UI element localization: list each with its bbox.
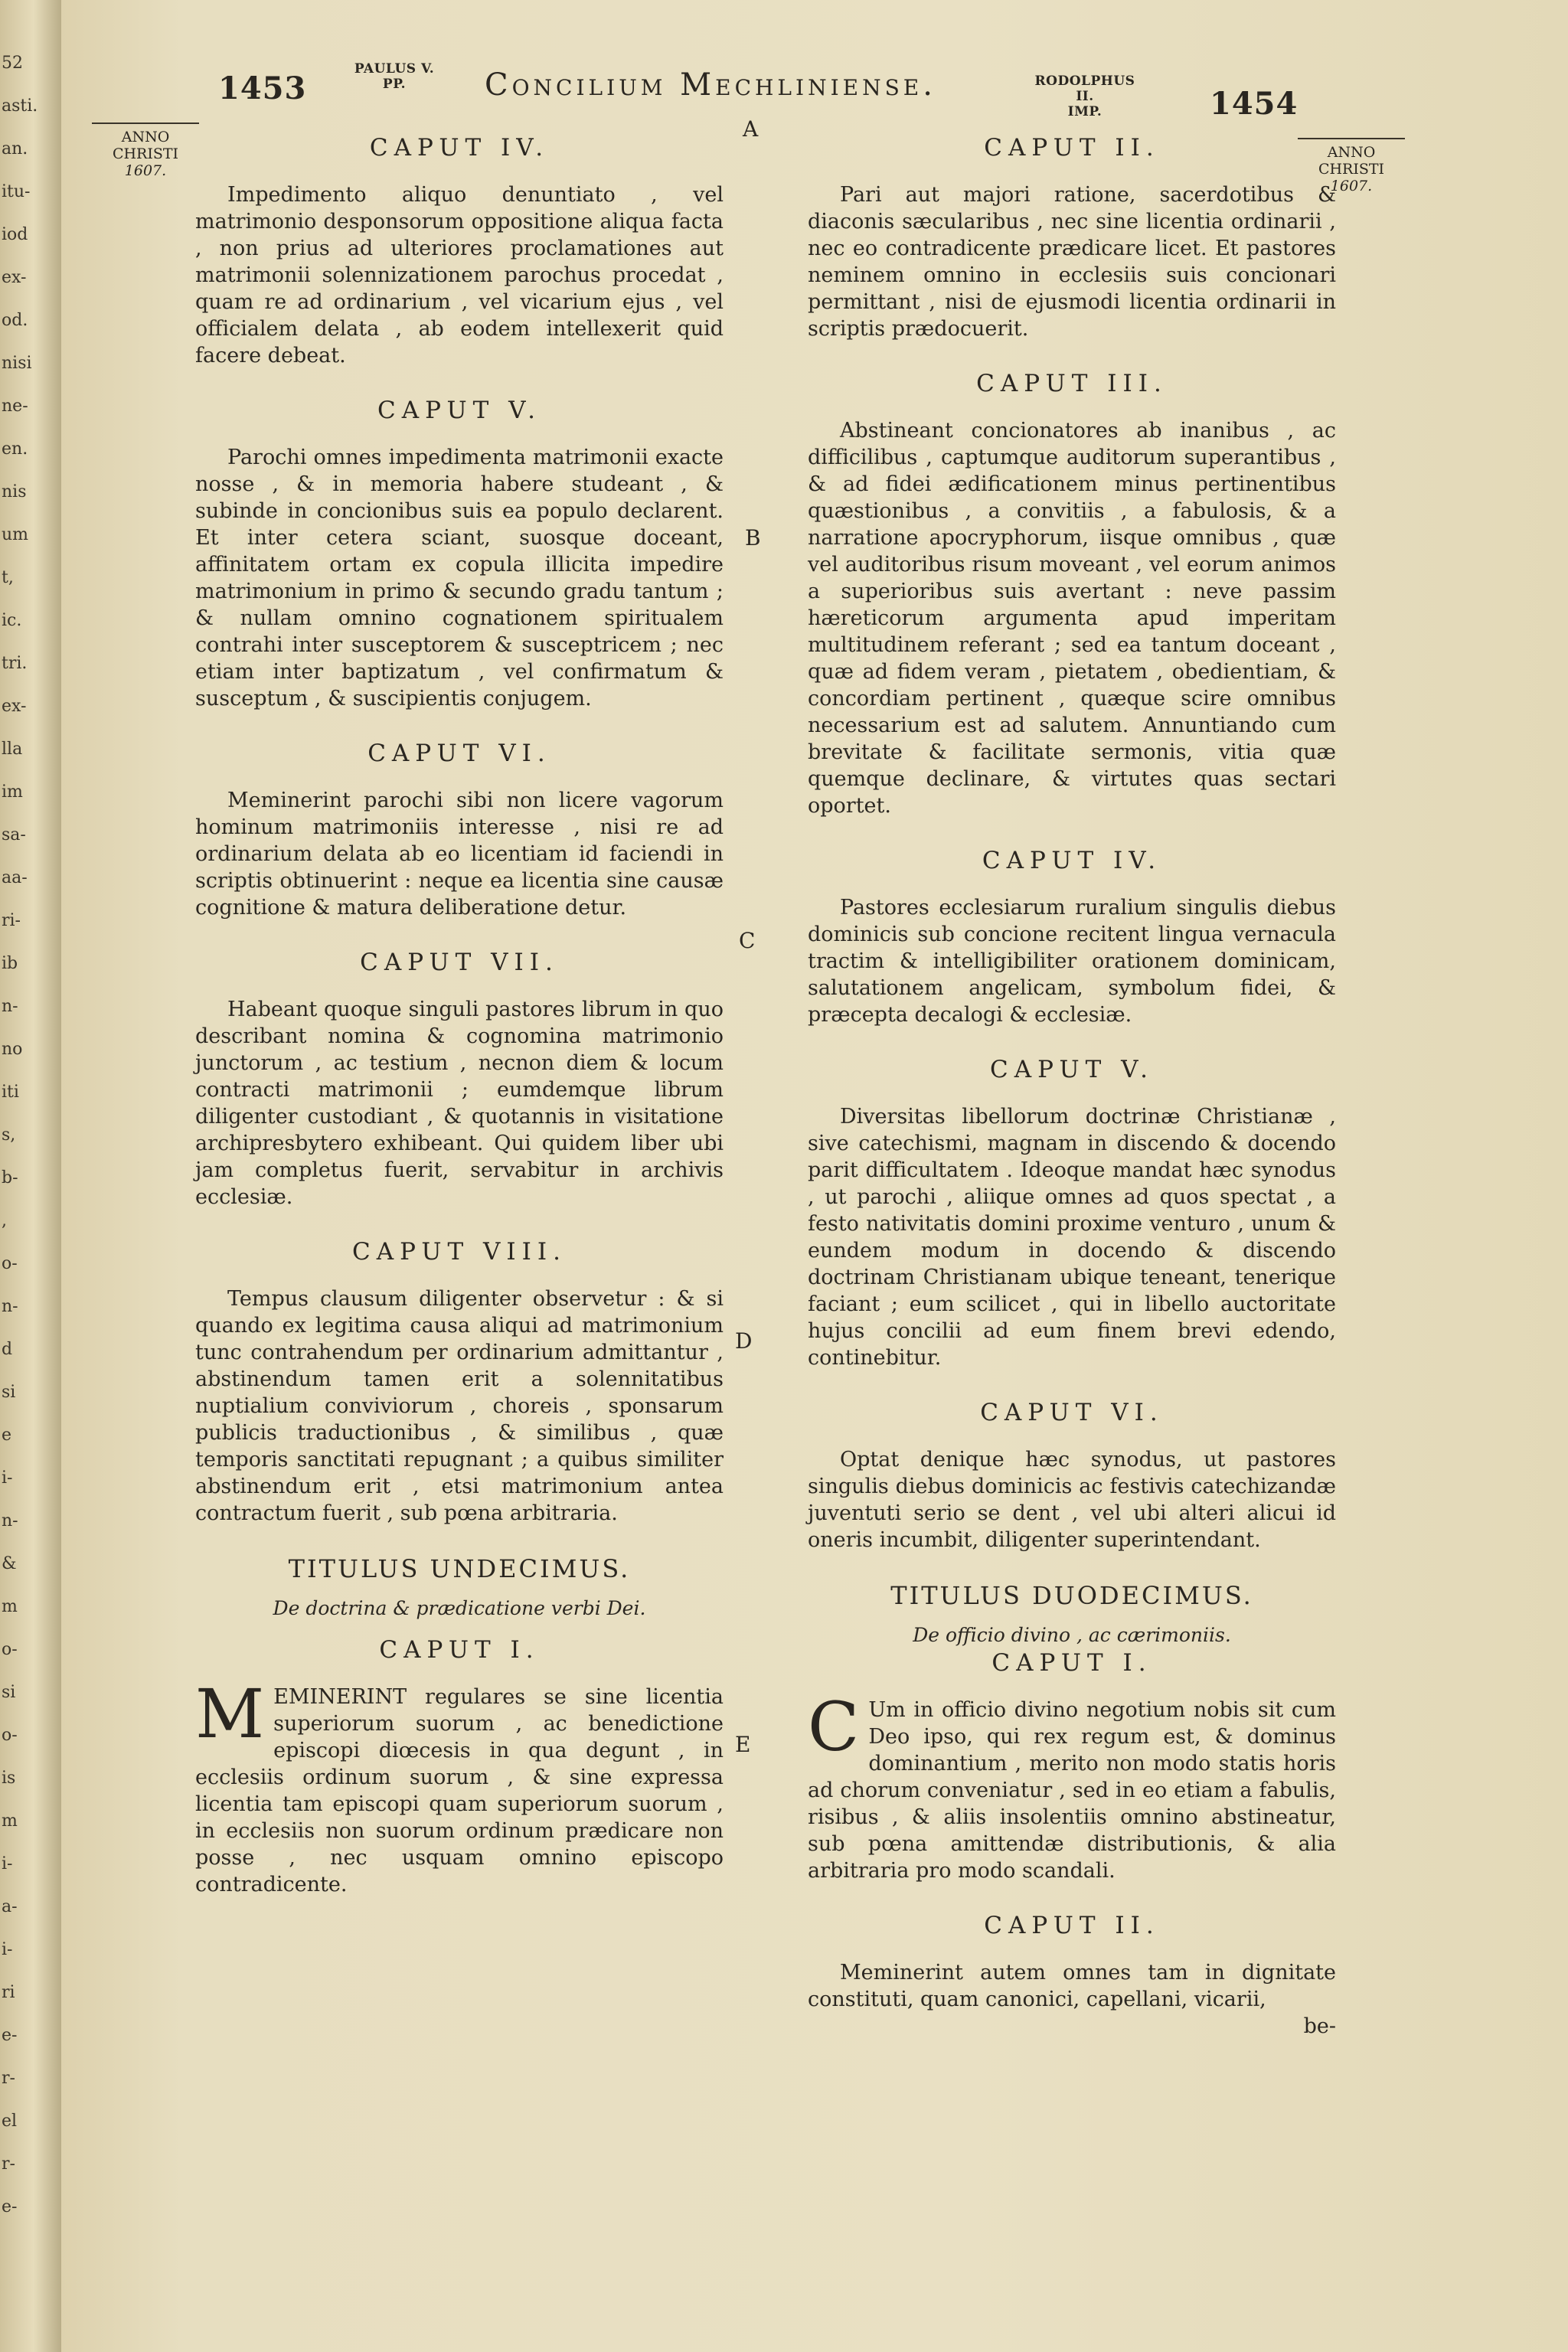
running-head-emperor bbox=[1027, 74, 1142, 119]
year-label: 1607. bbox=[1330, 178, 1373, 194]
chapter-heading: CAPUT V. bbox=[377, 397, 541, 424]
chapter-heading: CAPUT V. bbox=[990, 1056, 1154, 1083]
adjacent-page-fragment: b- bbox=[2, 1168, 18, 1187]
left-column bbox=[195, 134, 724, 1926]
adjacent-page-fragment: ex- bbox=[2, 268, 27, 287]
adjacent-page-fragment: el bbox=[2, 2112, 18, 2131]
section-subtitle: De doctrina & prædicatione verbi Dei. bbox=[273, 1597, 646, 1619]
adjacent-page-fragment: 52 bbox=[2, 54, 23, 73]
section-marker-b: B bbox=[745, 525, 761, 550]
chapter-text: Diversitas libellorum doctrinæ Christianæ , sive catechismi, magnam in discendo & docendo parit difficultatem . Ideoque mandat hæc synodus , ut parochi , aliique omnes ad quos spectat , a festo nativitatis domini proxime venturo , unum & eundem modum in docendo & discendo doctrinam Christianam ubique teneant, tenerique faciant ; eum scilicet , qui in libello auctoritate hujus concilii ad eum finem brevi edendo, continebitur. bbox=[808, 1105, 1336, 1370]
chapter-heading: CAPUT IV. bbox=[369, 134, 550, 162]
section-marker-c: C bbox=[739, 928, 756, 953]
chapter-text: Pastores ecclesiarum ruralium singulis diebus dominicis sub concione recitent lingua vernacula tractim & intelligibiliter orationem dominicam, salutationem angelicam, symbolum fidei, & præcepta decalogi & ecclesiæ. bbox=[808, 896, 1336, 1027]
adjacent-page-fragment: si bbox=[2, 1683, 16, 1702]
emperor-name: RODOLPHUS II. bbox=[1034, 74, 1135, 104]
adjacent-page-fragment: od. bbox=[2, 311, 28, 330]
adjacent-page-fragment: im bbox=[2, 782, 23, 802]
adjacent-page-fragment: ib bbox=[2, 954, 18, 973]
adjacent-page-fragment: iod bbox=[2, 225, 28, 244]
adjacent-page-fragment: i- bbox=[2, 1854, 13, 1873]
adjacent-page-fragment: nisi bbox=[2, 354, 32, 373]
adjacent-page-fragment: asti. bbox=[2, 96, 38, 116]
adjacent-page-fragment: nis bbox=[2, 482, 27, 501]
emperor-title: IMP. bbox=[1067, 104, 1102, 119]
running-head-pope bbox=[348, 61, 440, 92]
drop-cap: M bbox=[195, 1674, 265, 1753]
adjacent-page-fragment: d bbox=[2, 1340, 13, 1359]
adjacent-page-fragment: tri. bbox=[2, 654, 28, 673]
chapter-text: Meminerint parochi sibi non licere vagorum hominum matrimoniis interesse , nisi re ad ordinarium delata ab eo licentiam id faciendi in scriptis obtinuerint : neque ea licentia sine causæ cognitione & matura deliberatione detur. bbox=[195, 789, 724, 920]
adjacent-page-fragment: e bbox=[2, 1426, 12, 1445]
christi-label: CHRISTI bbox=[1318, 161, 1385, 178]
adjacent-page-fragment: m bbox=[2, 1811, 18, 1831]
christi-label: CHRISTI bbox=[112, 145, 179, 162]
chapter-heading: CAPUT I. bbox=[991, 1649, 1152, 1677]
pope-name: PAULUS V. bbox=[354, 61, 435, 77]
chapter-heading: CAPUT VI. bbox=[980, 1399, 1164, 1426]
adjacent-page-fragment: r- bbox=[2, 2069, 15, 2088]
adjacent-page-fragment: ic. bbox=[2, 611, 22, 630]
adjacent-page-fragment: o- bbox=[2, 1640, 18, 1659]
adjacent-page-fragment: r- bbox=[2, 2154, 15, 2174]
adjacent-page-fragment: i- bbox=[2, 1468, 13, 1488]
adjacent-page-fragment: s, bbox=[2, 1125, 16, 1145]
anno-rule bbox=[92, 122, 199, 124]
chapter-text bbox=[808, 1687, 1336, 1884]
adjacent-page-edge bbox=[0, 0, 61, 2352]
adjacent-page-fragment: e- bbox=[2, 2026, 18, 2045]
adjacent-page-fragment: o- bbox=[2, 1254, 18, 1273]
adjacent-page-fragment: um bbox=[2, 525, 29, 544]
adjacent-page-fragment: lla bbox=[2, 740, 23, 759]
chapter-text: Pari aut majori ratione, sacerdotibus & diaconis sæcularibus , nec sine licentia ordinarii , nec eo contradicente prædicare licet. Et pastores neminem omnino in ecclesiis suis concionari permittant , nisi de ejusmodi licentia ordinarii in scriptis prædocuerit. bbox=[808, 183, 1336, 341]
adjacent-page-fragment: ri- bbox=[2, 911, 21, 930]
adjacent-page-fragment: ne- bbox=[2, 397, 28, 416]
pope-title: PP. bbox=[382, 77, 407, 92]
adjacent-page-fragment: n- bbox=[2, 1511, 18, 1530]
chapter-heading: CAPUT VI. bbox=[368, 740, 551, 767]
adjacent-page-fragment: e- bbox=[2, 2197, 18, 2216]
adjacent-page-fragment: sa- bbox=[2, 825, 26, 844]
chapter-text: Meminerint autem omnes tam in dignitate constituti, quam canonici, capellani, vicarii, bbox=[808, 1961, 1336, 2011]
chapter-heading: CAPUT III. bbox=[976, 370, 1168, 397]
adjacent-page-fragment: si bbox=[2, 1383, 16, 1402]
adjacent-page-fragment: m bbox=[2, 1597, 18, 1616]
book-page bbox=[61, 0, 1568, 2352]
adjacent-page-fragment: t, bbox=[2, 568, 14, 587]
adjacent-page-fragment: aa- bbox=[2, 868, 28, 887]
chapter-text bbox=[195, 1674, 724, 1898]
chapter-text-body: Um in officio divino negotium nobis sit cum Deo ipso, qui rex regum est, & dominus dominantium , merito non modo statis horis ad chorum conveniatur , sed in eo etiam a fabulis, risibus , & aliis insolentiis omnino abstineatur, sub pœna amittendæ distributionis, & alia arbitraria pro modo scandali. bbox=[808, 1698, 1336, 1883]
anno-label: ANNO bbox=[1327, 144, 1376, 161]
section-marker-d: D bbox=[735, 1328, 753, 1354]
drop-cap: C bbox=[808, 1687, 860, 1766]
chapter-heading: CAPUT I. bbox=[379, 1636, 540, 1664]
chapter-text: Optat denique hæc synodus, ut pastores singulis diebus dominicis ac festivis catechizandæ juventuti serio se dent , vel ubi alteri alicui id oneris incumbit, diligenter superintendant. bbox=[808, 1448, 1336, 1552]
section-marker-e: E bbox=[735, 1732, 751, 1757]
adjacent-page-fragment: en. bbox=[2, 439, 28, 459]
adjacent-page-fragment: n- bbox=[2, 997, 18, 1016]
section-title: TITULUS UNDECIMUS. bbox=[288, 1554, 631, 1583]
adjacent-page-fragment: o- bbox=[2, 1726, 18, 1745]
adjacent-page-fragment: n- bbox=[2, 1297, 18, 1316]
chapter-heading: CAPUT IV. bbox=[982, 847, 1162, 874]
year-label: 1607. bbox=[124, 162, 167, 179]
adjacent-page-fragment: a- bbox=[2, 1897, 18, 1916]
chapter-text-body: EMINERINT regulares se sine licentia superiorum suorum , ac benedictione episcopi diœcesis in qua degunt , in ecclesiis ordinum suorum , & sine expressa licentia tam episcopi quam superiorum suorum , in ecclesiis non suorum ordinum prædicare non posse , nec usquam omnino episcopo contradicente. bbox=[195, 1685, 724, 1896]
adjacent-page-fragment: iti bbox=[2, 1083, 19, 1102]
adjacent-page-fragment: i- bbox=[2, 1940, 13, 1959]
chapter-heading: CAPUT VIII. bbox=[351, 1238, 567, 1266]
adjacent-page-fragment: ex- bbox=[2, 697, 27, 716]
chapter-text: Impedimento aliquo denuntiato , vel matrimonio desponsorum oppositione aliqua facta , non prius ad ulteriores proclamationes aut matrimonii solennizationem parochus procedat , quam re ad ordinarium , vel vicarium ejus , vel officialem delata , ab eodem intellexerit quid facere debeat. bbox=[195, 183, 724, 368]
adjacent-page-fragment: an. bbox=[2, 139, 28, 158]
adjacent-page-fragment: is bbox=[2, 1769, 16, 1788]
chapter-heading: CAPUT II. bbox=[984, 134, 1160, 162]
section-subtitle: De officio divino , ac cærimoniis. bbox=[913, 1624, 1231, 1646]
section-marker-a: A bbox=[743, 116, 759, 142]
anno-christi-left bbox=[92, 122, 199, 179]
adjacent-page-fragment: itu- bbox=[2, 182, 31, 201]
adjacent-page-fragment: , bbox=[2, 1211, 7, 1230]
anno-label: ANNO bbox=[121, 129, 170, 145]
page-title: Concilium Mechliniense. bbox=[485, 67, 936, 103]
adjacent-page-fragment: & bbox=[2, 1554, 17, 1573]
page-number-left: 1453 bbox=[218, 70, 307, 106]
chapter-text: Tempus clausum diligenter observetur : & si quando ex legitima causa aliqui ad matrimonium tunc contrahendum per ordinarium admittantur , abstinendum tamen erit a solennitatibus nuptialium conviviorum , choreis , sponsarum publicis traductionibus , & similibus , quæ temporis sanctitati repugnant ; a quibus similiter abstinendum erit , etsi matrimonium antea contractum fuerit , sub pœna arbitraria. bbox=[195, 1287, 724, 1525]
chapter-text: Parochi omnes impedimenta matrimonii exacte nosse , & in memoria habere studeant , & subinde in concionibus suis ea populo declarent. Et inter cetera sciant, suosque doceant, affinitatem ortam ex copula illicita impedire matrimonium in primo & secundo gradu tantum ; & nullam omnino cognationem spiritualem contrahi inter susceptorem & susceptricem ; nec etiam inter baptizatum , vel confirmatum & susceptum , & suscipientis conjugem. bbox=[195, 446, 724, 710]
chapter-heading: CAPUT VII. bbox=[360, 949, 559, 976]
section-title: TITULUS DUODECIMUS. bbox=[890, 1581, 1253, 1610]
chapter-text: Habeant quoque singuli pastores librum in quo describant nomina & cognomina matrimonio junctorum , ac testium , necnon diem & locum contracti matrimonii ; eumdemque librum diligenter custodiant , & quotannis in visitatione archipresbytero exhibeant. Qui quidem liber ubi jam completus fuerit, servabitur in archivis ecclesiæ. bbox=[195, 998, 724, 1209]
adjacent-page-fragment: no bbox=[2, 1040, 23, 1059]
catchword: be- bbox=[1303, 2014, 1336, 2038]
chapter-text: Abstineant concionatores ab inanibus , ac difficilibus , captumque auditorum superantibus , & ad fidei ædificationem minus pertinentibus quæstionibus , a convitiis , a fabulosis, & a narratione apocryphorum, iisque omnibus , quæ vel auditoribus risum moveant , vel eorum animos a superioribus suis avertant : neve passim hæreticorum argumenta apud imperitam multitudinem referant ; sed ea tantum doceant , quæ ad fidem veram , pietatem , obedientiam, & concordiam pertinent , quæque scire omnibus necessarium est ad salutem. Annuntiando cum brevitate & facilitate sermonis, vitia quæ quemque declinare, & virtutes quas sectari oportet. bbox=[808, 419, 1336, 818]
page-number-right: 1454 bbox=[1210, 86, 1298, 122]
chapter-heading: CAPUT II. bbox=[984, 1912, 1160, 1939]
adjacent-page-fragment: ri bbox=[2, 1983, 15, 2002]
right-column bbox=[808, 134, 1336, 2040]
